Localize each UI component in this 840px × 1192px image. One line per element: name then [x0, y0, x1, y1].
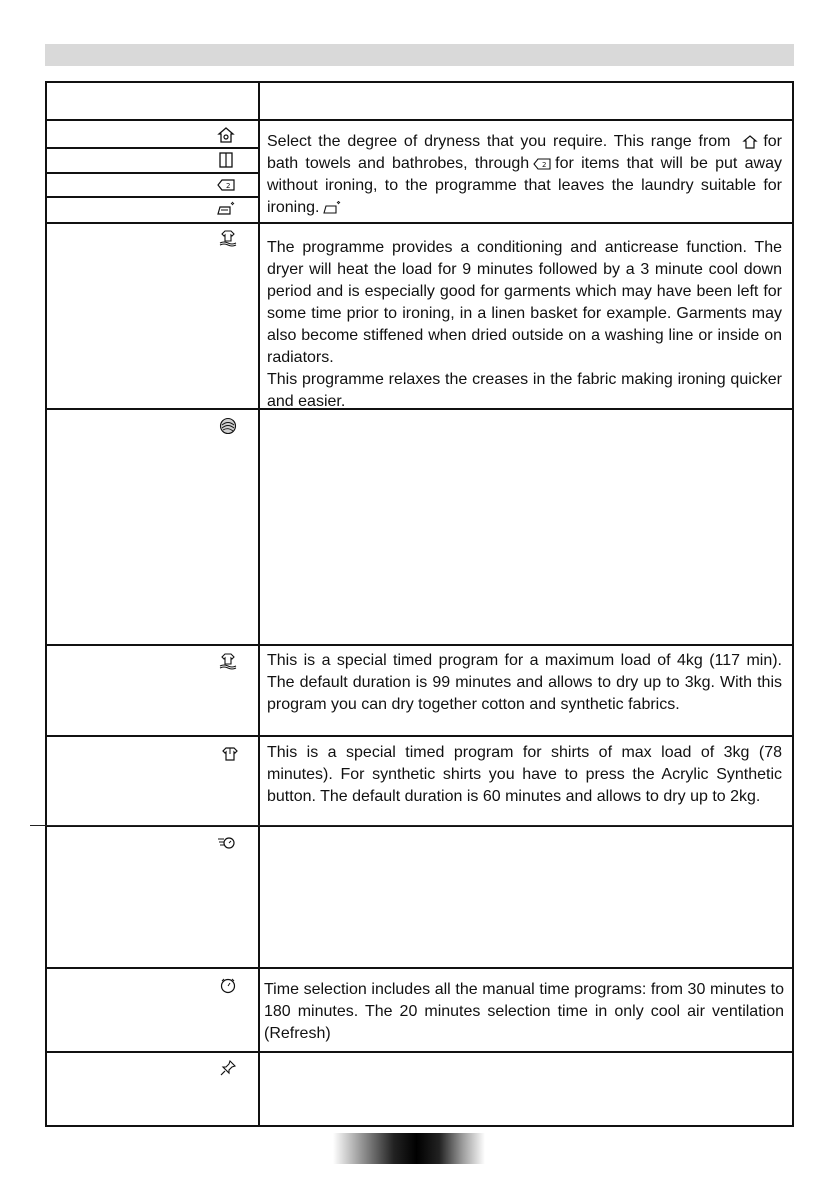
- row-divider: [47, 222, 792, 224]
- row-divider: [47, 147, 258, 149]
- shirt-icon: [221, 745, 239, 763]
- page-number-bar: [333, 1133, 485, 1164]
- cupboard-icon: [217, 151, 235, 169]
- svg-text:2: 2: [542, 160, 547, 169]
- wool-icon: [219, 417, 237, 435]
- refresh-text-2: This programme relaxes the creases in the fabric making ironing quicker and easier.: [267, 371, 782, 410]
- dryness-text-part1: Select the degree of dryness that you require. This range from: [267, 133, 731, 150]
- row-divider: [47, 119, 792, 121]
- svg-text:2: 2: [226, 182, 231, 190]
- mixed-description: This is a special timed program for a maximum load of 4kg (117 min). The default duration is 99 minutes and allows to dry up to 3kg. With this program you can dry together cotton and synthetic fabrics.: [267, 652, 782, 713]
- refresh-description: [267, 237, 782, 413]
- cupboard-dry-plus-icon: [741, 135, 759, 149]
- row-divider: [47, 967, 792, 969]
- iron-dry-icon: [323, 201, 341, 215]
- refresh-text: The programme provides a conditioning and anticrease function. The dryer will heat the load for 9 minutes followed by a 3 minute cool down period and is especially good for garments which may have been left for some time prior to ironing, in a linen basket for example. Garments may also become stiffened when dried outside on a washing line or inside on radiators.: [267, 239, 782, 366]
- dryness-description: [267, 131, 782, 219]
- quick-icon: [217, 833, 235, 851]
- dryness-text-part3: for items that will be put away without ironing, to the programme that leaves the laundry suitable for ironing.: [267, 155, 782, 216]
- overprint-line: [30, 825, 792, 826]
- cupboard-dry-plus-icon: [217, 126, 235, 144]
- refresh-icon: [219, 229, 237, 247]
- timer-description: Time selection includes all the manual time programs: from 30 minutes to 180 minutes. The 20 minutes selection time in only cool air ventilation (Refresh): [264, 981, 784, 1042]
- iron-dry-icon: [217, 200, 235, 218]
- timer-icon: [219, 976, 237, 994]
- programme-table: [45, 81, 794, 1127]
- row-divider: [47, 172, 258, 174]
- row-divider: [47, 644, 792, 646]
- store-dry-icon: [217, 176, 235, 194]
- row-divider: [47, 1051, 792, 1053]
- store-dry-icon: [533, 157, 551, 171]
- mixed-icon: [219, 652, 237, 670]
- dryness-text-part2: for bath towels and bathrobes, through: [267, 133, 782, 172]
- shirts-description: This is a special timed program for shirts of max load of 3kg (78 minutes). For synthetic shirts you have to press the Acrylic Synthetic button. The default duration is 60 minutes and allows to dry up to 2kg.: [267, 744, 782, 805]
- pin-icon: [219, 1059, 237, 1077]
- row-divider: [47, 196, 258, 198]
- row-divider: [47, 735, 792, 737]
- header-bar: [45, 44, 794, 66]
